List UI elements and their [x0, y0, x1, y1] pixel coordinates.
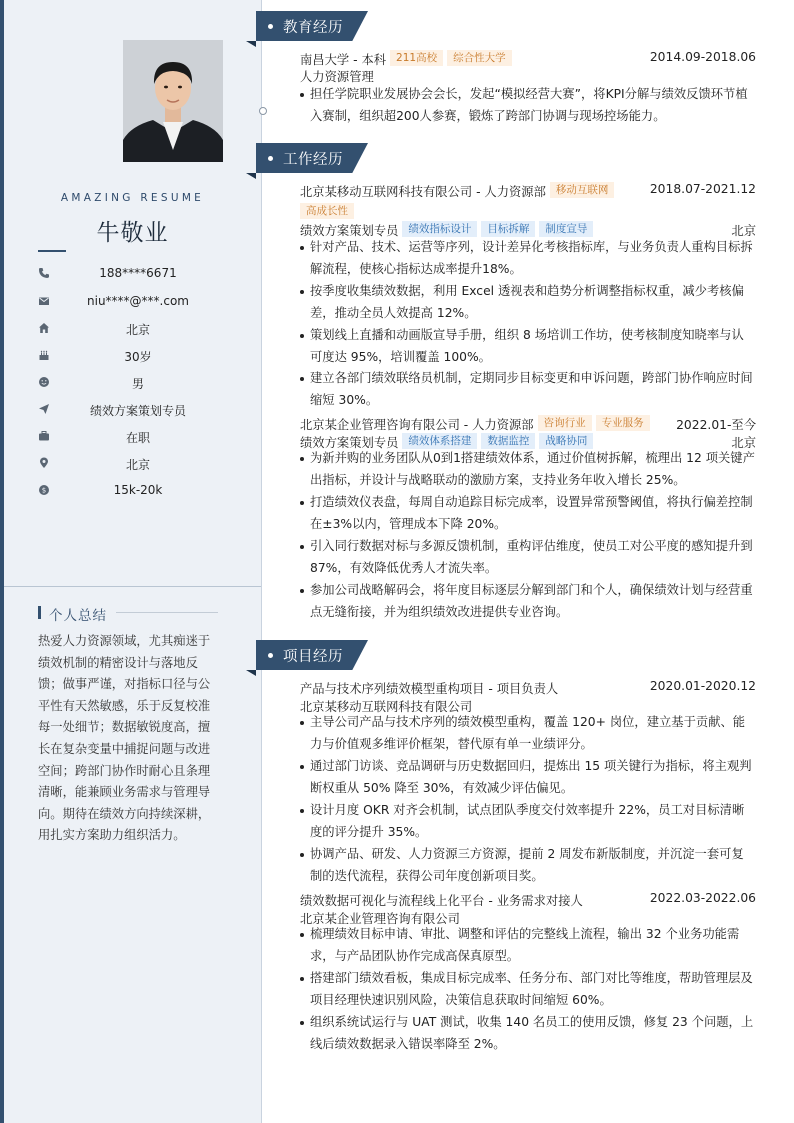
bullet-text: 搭建部门绩效看板，集成目标完成率、任务分布、部门对比等维度，帮助管理层及项目经理快速识别风险，决策信息获取时间缩短 60%。	[310, 971, 753, 1007]
info-age	[38, 348, 218, 364]
project-bullet	[300, 1012, 756, 1055]
job-bullet	[300, 237, 756, 280]
heading-fold	[246, 173, 256, 179]
company-tag: 咨询行业	[538, 415, 592, 431]
project-bullet	[300, 712, 756, 755]
job-bullet	[300, 368, 756, 411]
company-name: 北京某移动互联网科技有限公司 - 人力资源部	[300, 185, 546, 199]
bullet-text: 建立各部门绩效联络员机制，定期同步目标变更和申诉问题，跨部门协作响应时间缩短 30%。	[310, 371, 753, 407]
heading-dot	[268, 653, 273, 658]
project-header	[300, 679, 756, 697]
salary-text: 15k-20k	[113, 483, 163, 497]
bullet-dot	[300, 1021, 304, 1025]
job-header	[300, 415, 756, 433]
school-tag: 211高校	[390, 50, 443, 66]
job-bullet	[300, 536, 756, 579]
resume-tagline: AMAZING RESUME	[60, 192, 205, 204]
age-text: 30岁	[124, 350, 152, 364]
education-entry	[300, 50, 756, 68]
education-heading	[246, 11, 386, 41]
bullet-text: 策划线上直播和动画版宣导手册，组织 8 场培训工作坊，使考核制度知晓率与认可度达 95%，培训覆盖 100%。	[310, 328, 744, 364]
bullet-text: 按季度收集绩效数据，利用 Excel 透视表和趋势分析调整指标权重，减少考核偏差，推动全员人效提高 12%。	[310, 284, 744, 320]
company-tag: 高成长性	[300, 203, 354, 219]
bullet-text: 针对产品、技术、运营等序列，设计差异化考核指标库，与业务负责人重构目标拆解流程，使核心指标达成率提升18%。	[310, 240, 753, 276]
education-major-row	[300, 67, 756, 85]
bullet-dot	[300, 377, 304, 381]
bullet-dot	[300, 545, 304, 549]
heading-dot	[268, 156, 273, 161]
candidate-name: 牛敬业	[96, 220, 169, 246]
project-bullet	[300, 800, 756, 843]
job-bullet	[300, 492, 756, 535]
send-icon	[38, 403, 50, 415]
location-text: 北京	[125, 458, 150, 472]
education-bullet	[300, 84, 756, 127]
bullet-dot	[300, 290, 304, 294]
job-header	[300, 182, 756, 200]
project-header	[300, 891, 756, 909]
info-status	[38, 429, 218, 445]
project-bullet	[300, 756, 756, 799]
job-date: 2022.01-至今	[676, 418, 756, 432]
info-phone	[38, 266, 218, 282]
bullet-dot	[300, 853, 304, 857]
bullet-text: 主导公司产品与技术序列的绩效模型重构，覆盖 120+ 岗位，建立基于贡献、能力与价值观多维评价框架，替代原有单一业绩评分。	[310, 715, 746, 751]
bullet-text: 为新并购的业务团队从0到1搭建绩效体系，通过价值树拆解，梳理出 12 项关键产出指标，并设计与战略联动的激励方案，支持业务年收入增长 25%。	[310, 451, 755, 487]
project-name: 绩效数据可视化与流程线上化平台 - 业务需求对接人	[300, 894, 583, 908]
mail-icon	[38, 295, 50, 307]
main-content	[262, 0, 794, 1123]
job-bullet	[300, 448, 756, 491]
skill-tag: 制度宣导	[539, 221, 593, 237]
bullet-dot	[300, 246, 304, 250]
info-gender	[38, 375, 218, 391]
heading-fold	[246, 41, 256, 47]
briefcase-icon	[38, 430, 50, 442]
info-home	[38, 321, 218, 337]
bullet-dot	[300, 93, 304, 97]
job-date: 2018.07-2021.12	[649, 182, 756, 196]
heading-fold	[246, 670, 256, 676]
bullet-text: 参加公司战略解码会，将年度目标逐层分解到部门和个人，确保绩效计划与经营重点无缝衔接，并为组织绩效改进提供专业咨询。	[310, 583, 753, 619]
cake-icon	[38, 349, 50, 361]
summary-heading-bar	[38, 606, 41, 619]
bullet-dot	[300, 765, 304, 769]
info-email	[38, 294, 218, 310]
project-name: 产品与技术序列绩效模型重构项目 - 项目负责人	[300, 682, 559, 696]
project-company: 北京某移动互联网科技有限公司	[300, 700, 473, 714]
projects-title: 项目经历	[283, 649, 343, 665]
education-major: 人力资源管理	[300, 70, 374, 84]
work-title: 工作经历	[283, 152, 343, 168]
job-city: 北京	[731, 436, 756, 450]
bullet-dot	[300, 721, 304, 725]
heading-dot	[268, 24, 273, 29]
bullet-dot	[300, 589, 304, 593]
project-company: 北京某企业管理咨询有限公司	[300, 912, 460, 926]
job-bullet	[300, 281, 756, 324]
school-tag: 综合性大学	[447, 50, 512, 66]
education-title: 教育经历	[283, 20, 343, 36]
sidebar	[4, 0, 262, 1123]
bullet-dot	[300, 809, 304, 813]
summary-text: 热爱人力资源领域，尤其痴迷于绩效机制的精密设计与落地反馈；做事严谨，对指标口径与公平性有天然敏感，乐于反复校准每一处细节；数据敏锐度高，擅长在复杂变量中捕捉问题与改进空间；跨部门协作时耐心且条理清晰，能兼顾业务需求与管理导向。期待在绩效方向持续深耕，用扎实方案助力组织活力。	[38, 634, 211, 843]
phone-icon	[38, 267, 50, 279]
job-extra-tag-row	[296, 203, 752, 221]
job-city: 北京	[731, 224, 756, 238]
info-position	[38, 402, 218, 418]
school-name: 南昌大学 - 本科	[300, 53, 387, 67]
company-name: 北京某企业管理咨询有限公司 - 人力资源部	[300, 418, 534, 432]
sidebar-divider	[4, 586, 261, 587]
project-date: 2020.01-2020.12	[649, 679, 756, 693]
project-bullet	[300, 924, 756, 967]
smile-icon	[38, 376, 50, 388]
money-icon	[38, 484, 50, 496]
project-date: 2022.03-2022.06	[649, 891, 756, 905]
name-underline	[38, 250, 66, 252]
bullet-text: 引入同行数据对标与多源反馈机制，重构评估维度，使员工对公平度的感知提升到 87%，有效降低优秀人才流失率。	[310, 539, 753, 575]
summary-heading-line	[116, 612, 218, 613]
job-role: 绩效方案策划专员	[300, 436, 399, 450]
bullet-dot	[300, 977, 304, 981]
bullet-text: 担任学院职业发展协会会长，发起“模拟经营大赛”，将KPI分解与绩效反馈环节植入赛制，组织超200人参赛，锻炼了跨部门协调与现场控场能力。	[310, 87, 748, 123]
info-salary	[38, 483, 218, 499]
summary-heading	[38, 604, 218, 622]
job-bullet	[300, 325, 756, 368]
company-tag: 移动互联网	[550, 182, 615, 198]
project-bullet	[300, 968, 756, 1011]
home-icon	[38, 322, 50, 334]
phone-text: 188****6671	[99, 266, 177, 280]
info-location	[38, 456, 218, 472]
svg-text:$: $	[41, 486, 47, 495]
bullet-dot	[300, 933, 304, 937]
projects-heading	[246, 640, 386, 670]
bullet-dot	[300, 334, 304, 338]
home-text: 北京	[125, 323, 150, 337]
skill-tag: 绩效指标设计	[402, 221, 477, 237]
bullet-text: 通过部门访谈、竞品调研与历史数据回归，提炼出 15 项关键行为指标，将主观判断权重从 50% 降至 30%，有效减少评估偏见。	[310, 759, 752, 795]
location-icon	[38, 457, 50, 469]
job-bullet	[300, 580, 756, 623]
bullet-text: 协调产品、研发、人力资源三方资源，提前 2 周发布新版制度，并沉淀一套可复制的迭代流程，获得公司年度创新项目奖。	[310, 847, 744, 883]
skill-tag: 绩效体系搭建	[402, 433, 477, 449]
bullet-text: 打造绩效仪表盘，每周自动追踪目标完成率，设置异常预警阈值，将执行偏差控制在±3%以内，管理成本下降 20%。	[310, 495, 753, 531]
work-heading	[246, 143, 386, 173]
avatar	[123, 40, 223, 162]
bullet-text: 梳理绩效目标申请、审批、调整和评估的完整线上流程，输出 32 个业务功能需求，与产品团队协作完成高保真原型。	[310, 927, 740, 963]
skill-tag: 战略协同	[539, 433, 593, 449]
gender-text: 男	[131, 377, 144, 391]
education-date: 2014.09-2018.06	[649, 50, 756, 64]
bullet-text: 设计月度 OKR 对齐会机制，试点团队季度交付效率提升 22%，员工对目标清晰度的评分提升 35%。	[310, 803, 745, 839]
bullet-dot	[300, 457, 304, 461]
summary-title: 个人总结	[49, 608, 107, 624]
skill-tag: 目标拆解	[481, 221, 535, 237]
email-text: niu****@***.com	[87, 294, 189, 308]
job-role: 绩效方案策划专员	[300, 224, 399, 238]
skill-tag: 数据监控	[481, 433, 535, 449]
company-tag: 专业服务	[596, 415, 650, 431]
project-bullet	[300, 844, 756, 887]
status-text: 在职	[125, 431, 150, 445]
position-text: 绩效方案策划专员	[89, 404, 186, 418]
bullet-dot	[300, 501, 304, 505]
bullet-text: 组织系统试运行与 UAT 测试，收集 140 名员工的使用反馈，修复 23 个问题，上线后绩效数据录入错误率降至 2%。	[310, 1015, 754, 1051]
